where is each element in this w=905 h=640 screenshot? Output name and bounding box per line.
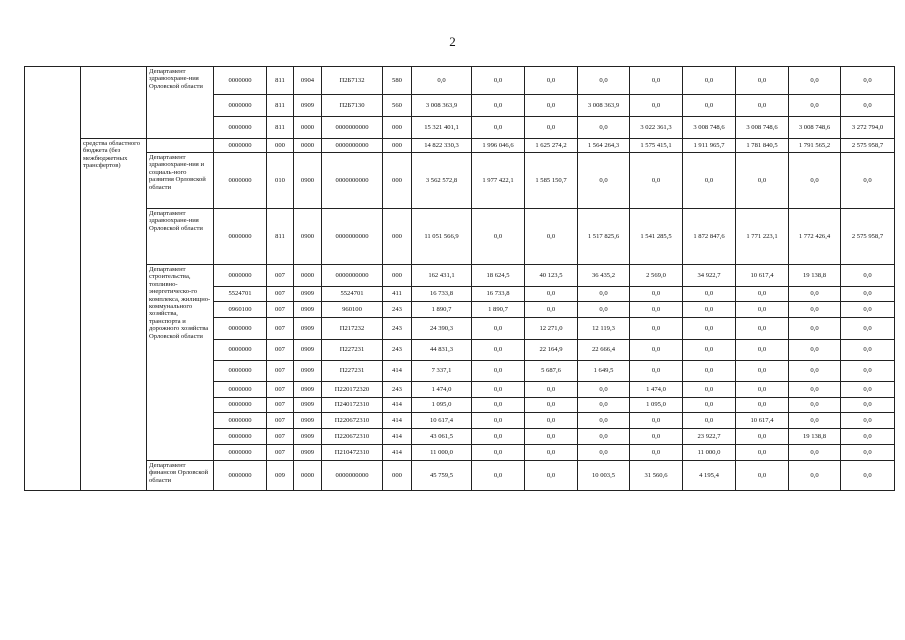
table-cell: 0,0 (578, 398, 630, 413)
table-cell: 22 666,4 (578, 340, 630, 361)
table-cell: 0,0 (789, 340, 841, 361)
table-cell: 19 138,8 (789, 265, 841, 287)
table-cell: 0909 (294, 95, 322, 117)
table-cell: 007 (267, 382, 294, 398)
table-cell: 960100 (322, 302, 383, 318)
table-cell: 0000000 (214, 139, 267, 153)
table-cell: 414 (383, 445, 412, 461)
table-cell: 5 687,6 (525, 361, 578, 382)
table-cell: 0909 (294, 318, 322, 340)
table-cell: 007 (267, 287, 294, 302)
table-cell: 14 822 330,3 (412, 139, 472, 153)
table-cell: 0000000000 (322, 153, 383, 209)
table-cell: 0,0 (630, 445, 683, 461)
table-cell: 0,0 (789, 413, 841, 429)
table-cell: 0,0 (841, 153, 895, 209)
table-cell: 0000000000 (322, 209, 383, 265)
table-cell: 811 (267, 67, 294, 95)
table-cell: 0,0 (578, 287, 630, 302)
table-cell: 1 564 264,3 (578, 139, 630, 153)
table-cell: П2Б7130 (322, 95, 383, 117)
department-name: Департамент здравоохране-ния Орловской области (147, 209, 214, 265)
table-cell: 1 781 840,5 (736, 139, 789, 153)
table-cell: 007 (267, 361, 294, 382)
table-cell: 0,0 (841, 95, 895, 117)
table-row (25, 139, 905, 153)
table-cell: 414 (383, 413, 412, 429)
table-cell: 16 733,8 (472, 287, 525, 302)
table-cell: 0,0 (736, 287, 789, 302)
table-cell: 0000000 (214, 445, 267, 461)
table-cell: 007 (267, 413, 294, 429)
table-cell: 0,0 (841, 67, 895, 95)
table-cell: 18 624,5 (472, 265, 525, 287)
table-cell: 243 (383, 318, 412, 340)
table-cell: 414 (383, 361, 412, 382)
table-cell: 0,0 (841, 287, 895, 302)
table-cell: 1 872 847,6 (683, 209, 736, 265)
table-cell: П227231 (322, 340, 383, 361)
table-cell: 0,0 (736, 445, 789, 461)
table-cell: 0,0 (841, 361, 895, 382)
table-cell: 560 (383, 95, 412, 117)
table-cell: 31 560,6 (630, 461, 683, 491)
table-cell: 5524701 (322, 287, 383, 302)
table-cell: 24 390,3 (412, 318, 472, 340)
table-cell: 3 008 748,6 (736, 117, 789, 139)
table-cell: 12 119,3 (578, 318, 630, 340)
table-cell: 1 649,5 (578, 361, 630, 382)
table-cell: 0,0 (736, 302, 789, 318)
table-cell: 0,0 (525, 461, 578, 491)
table-cell: 40 123,5 (525, 265, 578, 287)
table-cell: 1 890,7 (472, 302, 525, 318)
table-cell: 34 922,7 (683, 265, 736, 287)
table-cell: 1 996 046,6 (472, 139, 525, 153)
table-cell: 009 (267, 461, 294, 491)
table-cell: 1 575 415,1 (630, 139, 683, 153)
table-cell: 0,0 (525, 398, 578, 413)
table-cell: 0,0 (789, 361, 841, 382)
table-cell: 1 095,0 (412, 398, 472, 413)
table-cell: 0000000 (214, 209, 267, 265)
table-cell: 1 474,0 (630, 382, 683, 398)
table-cell: 0000000 (214, 153, 267, 209)
table-cell: П220672310 (322, 413, 383, 429)
table-cell: 0,0 (472, 461, 525, 491)
table-cell: 0909 (294, 287, 322, 302)
table-cell: 1 474,0 (412, 382, 472, 398)
table-cell: 000 (267, 139, 294, 153)
table-cell: 007 (267, 265, 294, 287)
table-cell: 0,0 (630, 340, 683, 361)
table-cell: П210472310 (322, 445, 383, 461)
table-cell: 0,0 (683, 287, 736, 302)
table-cell: 0,0 (472, 429, 525, 445)
page-number: 2 (449, 34, 456, 49)
table-cell: 0,0 (472, 361, 525, 382)
table-cell: 0,0 (578, 382, 630, 398)
table-cell: 0,0 (472, 318, 525, 340)
table-cell: 811 (267, 95, 294, 117)
table-cell: 1 890,7 (412, 302, 472, 318)
table-cell: 0,0 (841, 382, 895, 398)
table-row (25, 265, 905, 287)
table-cell: 0000000 (214, 382, 267, 398)
table-cell: 0909 (294, 445, 322, 461)
table-cell: 0,0 (472, 95, 525, 117)
table-cell: П220172320 (322, 382, 383, 398)
table-row (25, 67, 905, 95)
table-cell: 007 (267, 318, 294, 340)
table-cell: 10 617,4 (412, 413, 472, 429)
table-cell: 0,0 (525, 429, 578, 445)
table-cell: 000 (383, 209, 412, 265)
table-cell: 0,0 (630, 153, 683, 209)
table-cell: 0000000000 (322, 139, 383, 153)
table-cell: 0,0 (683, 340, 736, 361)
table-cell: П240172310 (322, 398, 383, 413)
table-cell: 0,0 (683, 67, 736, 95)
table-cell: 0,0 (630, 361, 683, 382)
table-cell: 0,0 (789, 445, 841, 461)
table-cell: 0,0 (578, 445, 630, 461)
table-cell: 0,0 (683, 382, 736, 398)
table-cell: 0960100 (214, 302, 267, 318)
table-cell: 0,0 (736, 153, 789, 209)
department-name: Департамент строительства, топливно-энергетическо-го комплекса, жилищно-коммунального хозяйства, транспорта и дорожного хозяйства Орловской области (147, 265, 214, 461)
table-cell: 0000000 (214, 429, 267, 445)
table-cell: 0,0 (841, 398, 895, 413)
table-cell: 0,0 (472, 340, 525, 361)
table-cell: 0,0 (683, 302, 736, 318)
table-cell: 0,0 (525, 287, 578, 302)
table-cell: 1 625 274,2 (525, 139, 578, 153)
table-cell: 007 (267, 340, 294, 361)
table-cell: 43 061,5 (412, 429, 472, 445)
table-cell: 0,0 (525, 95, 578, 117)
table-cell: 0000000 (214, 340, 267, 361)
table-cell: 0,0 (736, 95, 789, 117)
table-cell: 3 008 363,9 (412, 95, 472, 117)
table-cell: 0,0 (736, 67, 789, 95)
table-cell: 3 008 748,6 (683, 117, 736, 139)
table-cell: 0000000 (214, 95, 267, 117)
table-cell: 000 (383, 265, 412, 287)
table-cell: 1 541 285,5 (630, 209, 683, 265)
table-cell: 19 138,8 (789, 429, 841, 445)
table-cell: 0909 (294, 361, 322, 382)
table-cell: 0,0 (578, 67, 630, 95)
department-name: Департамент здравоохране-ния и социаль-ного развития Орловской области (147, 153, 214, 209)
table-cell: 2 575 958,7 (841, 209, 895, 265)
table-cell: 0,0 (789, 287, 841, 302)
table-cell: 007 (267, 398, 294, 413)
table-cell: 0,0 (472, 445, 525, 461)
table-cell: 1 517 825,6 (578, 209, 630, 265)
table-cell: 0000000000 (322, 265, 383, 287)
table-cell: 3 008 748,6 (789, 117, 841, 139)
table-cell: П2Б7132 (322, 67, 383, 95)
table-cell: 0,0 (525, 67, 578, 95)
table-cell: 0,0 (683, 95, 736, 117)
table-cell: 0,0 (630, 302, 683, 318)
table-cell: 12 271,0 (525, 318, 578, 340)
table-cell: 1 791 565,2 (789, 139, 841, 153)
table-cell: 0,0 (841, 302, 895, 318)
blank-cell (81, 67, 147, 139)
table-cell: 36 435,2 (578, 265, 630, 287)
table-cell: 0,0 (630, 95, 683, 117)
table-cell: 000 (383, 461, 412, 491)
table-cell: 0,0 (841, 445, 895, 461)
table-cell: 10 003,5 (578, 461, 630, 491)
table-cell: 0,0 (412, 67, 472, 95)
table-cell: 0900 (294, 153, 322, 209)
table-cell: 1 911 965,7 (683, 139, 736, 153)
table-cell: 0,0 (578, 302, 630, 318)
table-cell: 0000000000 (322, 117, 383, 139)
table-cell: 0,0 (789, 95, 841, 117)
table-cell: 0,0 (841, 413, 895, 429)
table-cell: 0000 (294, 461, 322, 491)
table-cell: 414 (383, 398, 412, 413)
department-name: Департамент здравоохране-ния Орловской области (147, 67, 214, 139)
funding-source-label: средства областного бюджета (без межбюджетных трансфертов) (81, 139, 147, 491)
table-cell: 243 (383, 302, 412, 318)
table-row (25, 209, 905, 265)
table-cell: 0,0 (841, 429, 895, 445)
table-cell: 0909 (294, 398, 322, 413)
table-cell: 0,0 (736, 461, 789, 491)
table-cell: 0,0 (841, 265, 895, 287)
table-cell: 0,0 (841, 461, 895, 491)
table-cell: 0,0 (578, 413, 630, 429)
blank-cell (147, 139, 214, 153)
table-cell: 0900 (294, 209, 322, 265)
table-cell: 0909 (294, 302, 322, 318)
table-cell: 0000000 (214, 461, 267, 491)
table-row (25, 461, 905, 491)
table-cell: 0,0 (525, 117, 578, 139)
table-cell: 243 (383, 382, 412, 398)
table-cell: 0,0 (789, 318, 841, 340)
table-cell: 2 575 958,7 (841, 139, 895, 153)
department-name: Департамент финансов Орловской области (147, 461, 214, 491)
table-cell: 0,0 (683, 398, 736, 413)
table-cell: 580 (383, 67, 412, 95)
table-cell: 0,0 (578, 153, 630, 209)
table-cell: 15 321 401,1 (412, 117, 472, 139)
table-cell: П217232 (322, 318, 383, 340)
table-cell: 0000 (294, 265, 322, 287)
table-cell: 0,0 (736, 398, 789, 413)
table-cell: 45 759,5 (412, 461, 472, 491)
table-cell: 11 000,0 (412, 445, 472, 461)
table-cell: 44 831,3 (412, 340, 472, 361)
table-cell: 0,0 (736, 361, 789, 382)
table-cell: 2 569,0 (630, 265, 683, 287)
table-cell: 000 (383, 153, 412, 209)
table-cell: 0000 (294, 117, 322, 139)
table-cell: 0,0 (789, 153, 841, 209)
table-cell: 000 (383, 139, 412, 153)
table-cell: 0,0 (841, 318, 895, 340)
table-cell: 0,0 (736, 340, 789, 361)
table-cell: 0,0 (683, 153, 736, 209)
table-cell: П220672310 (322, 429, 383, 445)
table-cell: 0,0 (789, 302, 841, 318)
table-cell: 010 (267, 153, 294, 209)
table-cell: 0,0 (578, 117, 630, 139)
table-cell: 4 195,4 (683, 461, 736, 491)
table-cell: 007 (267, 445, 294, 461)
table-cell: 0904 (294, 67, 322, 95)
table-cell: 1 585 150,7 (525, 153, 578, 209)
table-cell: 0,0 (789, 461, 841, 491)
table-cell: 0,0 (789, 382, 841, 398)
table-cell: 10 617,4 (736, 413, 789, 429)
table-cell: 0000000 (214, 117, 267, 139)
table-cell: 1 771 223,1 (736, 209, 789, 265)
table-cell: 0,0 (525, 209, 578, 265)
table-cell: 0,0 (525, 413, 578, 429)
table-cell: 0,0 (630, 287, 683, 302)
table-cell: 243 (383, 340, 412, 361)
table-cell: 0,0 (630, 318, 683, 340)
table-cell: 1 095,0 (630, 398, 683, 413)
table-cell: 0,0 (630, 67, 683, 95)
table-cell: 0000000 (214, 318, 267, 340)
table-cell: 0000000 (214, 398, 267, 413)
table-cell: 11 051 566,9 (412, 209, 472, 265)
table-cell: 0000000 (214, 67, 267, 95)
table-cell: 0,0 (736, 429, 789, 445)
table-cell: 0,0 (525, 445, 578, 461)
table-cell: 0,0 (525, 302, 578, 318)
table-cell: 414 (383, 429, 412, 445)
table-cell: 0,0 (630, 413, 683, 429)
table-cell: 0,0 (578, 429, 630, 445)
table-cell: 1 977 422,1 (472, 153, 525, 209)
table-cell: 0,0 (789, 398, 841, 413)
table-cell: П227231 (322, 361, 383, 382)
table-cell: 0,0 (472, 398, 525, 413)
table-cell: 0909 (294, 382, 322, 398)
table-cell: 3 008 363,9 (578, 95, 630, 117)
table-cell: 0909 (294, 429, 322, 445)
table-cell: 0909 (294, 413, 322, 429)
table-row (25, 153, 905, 209)
table-cell: 811 (267, 117, 294, 139)
blank-cell (25, 67, 81, 491)
table-cell: 000 (383, 117, 412, 139)
table-cell: 0,0 (472, 382, 525, 398)
table-cell: 411 (383, 287, 412, 302)
table-cell: 0,0 (736, 382, 789, 398)
table-cell: 0000000 (214, 361, 267, 382)
table-cell: 0000 (294, 139, 322, 153)
table-cell: 162 431,1 (412, 265, 472, 287)
table-cell: 0,0 (683, 413, 736, 429)
table-cell: 0,0 (841, 340, 895, 361)
table-cell: 0000000 (214, 265, 267, 287)
table-cell: 0,0 (472, 117, 525, 139)
table-cell: 10 617,4 (736, 265, 789, 287)
table-cell: 16 733,8 (412, 287, 472, 302)
table-cell: 0,0 (525, 382, 578, 398)
table-cell: 3 562 572,8 (412, 153, 472, 209)
table-cell: 1 772 426,4 (789, 209, 841, 265)
table-cell: 0,0 (472, 67, 525, 95)
budget-table (24, 66, 905, 491)
table-cell: 3 022 361,3 (630, 117, 683, 139)
table-cell: 0000000 (214, 413, 267, 429)
table-cell: 007 (267, 302, 294, 318)
table-cell: 0,0 (683, 361, 736, 382)
table-cell: 7 337,1 (412, 361, 472, 382)
table-cell: 0,0 (630, 429, 683, 445)
table-cell: 0,0 (789, 67, 841, 95)
table-cell: 007 (267, 429, 294, 445)
table-cell: 0,0 (472, 413, 525, 429)
table-cell: 0,0 (736, 318, 789, 340)
table-cell: 23 922,7 (683, 429, 736, 445)
table-cell: 5524701 (214, 287, 267, 302)
table-cell: 0,0 (472, 209, 525, 265)
table-cell: 22 164,9 (525, 340, 578, 361)
table-cell: 0,0 (683, 318, 736, 340)
table-cell: 11 000,0 (683, 445, 736, 461)
table-cell: 3 272 794,0 (841, 117, 895, 139)
table-cell: 0000000000 (322, 461, 383, 491)
table-cell: 811 (267, 209, 294, 265)
table-cell: 0909 (294, 340, 322, 361)
